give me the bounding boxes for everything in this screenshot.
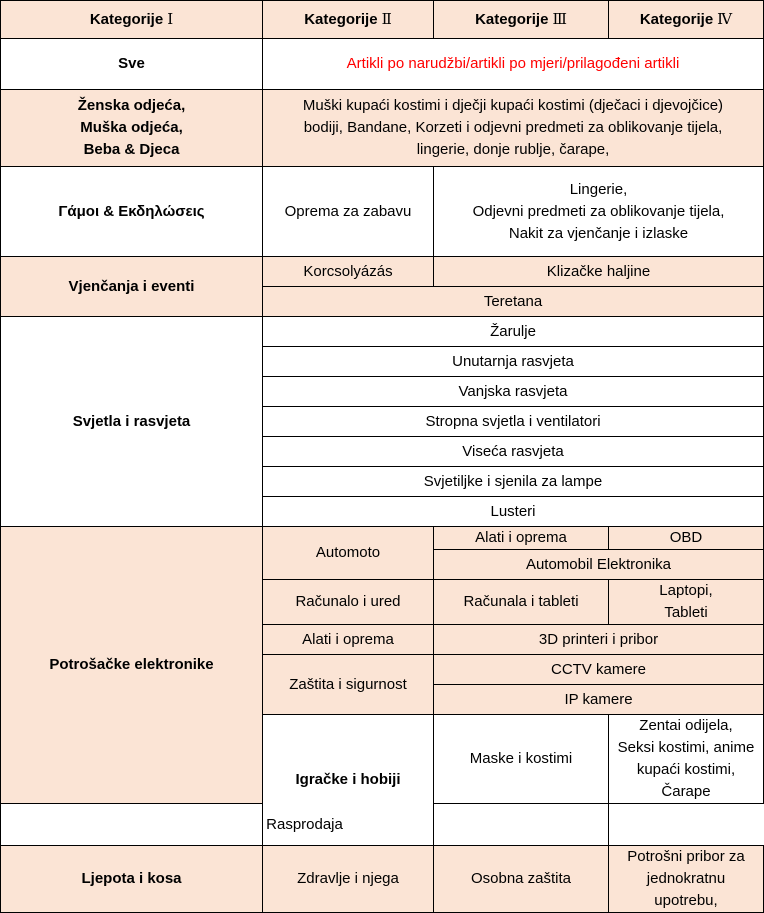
svjetla-item: Unutarnja rasvjeta <box>263 347 764 377</box>
ljepota-sub2: Osobna zaštita <box>434 846 609 913</box>
igracke-rasprodaja: Rasprodaja <box>1 804 609 846</box>
gamos-sub: Oprema za zabavu <box>263 167 434 257</box>
elektronika-ip: IP kamere <box>434 685 764 715</box>
igracke-sub: Maske i kostimi <box>434 715 609 804</box>
svjetla-item: Žarulje <box>263 317 764 347</box>
category-ljepota: Ljepota i kosa <box>1 846 263 913</box>
header-row <box>1 1 764 39</box>
category-gamos: Γάμοι & Εκδηλώσεις <box>1 167 263 257</box>
gamos-items: Lingerie, Odjevni predmeti za oblikovanje tijela, Nakit za vjenčanje i izlaske <box>434 167 764 257</box>
header-label: Kategorije <box>89 11 164 28</box>
ljepota-items: Potrošni pribor za jednokratnu upotrebu, <box>609 846 764 913</box>
roman-numeral: Ⅳ <box>717 10 733 28</box>
category-svjetla: Svjetla i rasvjeta <box>1 317 263 527</box>
category-igracke: Igračke i hobiji <box>263 715 434 846</box>
category-sve: Sve <box>1 39 263 90</box>
igracke-items: Zentai odijela, Seksi kostimi, anime kupaći kostimi, Čarape <box>609 715 764 804</box>
header-label: Kategorije <box>475 11 549 28</box>
vjencanja-sub: Korcsolyázás <box>263 257 434 287</box>
roman-numeral: Ⅱ <box>381 10 392 28</box>
svjetla-item: Svjetiljke i sjenila za lampe <box>263 467 764 497</box>
svjetla-item: Lusteri <box>263 497 764 527</box>
elektronika-zastita: Zaštita i sigurnost <box>263 655 434 715</box>
elektronika-laptopi: Laptopi, Tableti <box>609 580 764 625</box>
row-vjencanja <box>1 257 764 287</box>
svjetla-item: Viseća rasvjeta <box>263 437 764 467</box>
row-svjetla <box>1 317 764 347</box>
elektronika-racunalo: Računalo i ured <box>263 580 434 625</box>
category-elektronika: Potrošačke elektronike <box>1 527 263 804</box>
row-odjeca <box>1 90 764 167</box>
elektronika-racunala-tableti: Računala i tableti <box>434 580 609 625</box>
elektronika-obd: OBD <box>609 527 764 550</box>
ljepota-sub: Zdravlje i njega <box>263 846 434 913</box>
svjetla-item: Stropna svjetla i ventilatori <box>263 407 764 437</box>
header-label: Kategorije <box>639 11 714 28</box>
odjeca-items: Muški kupaći kostimi i dječji kupaći kostimi (dječaci i djevojčice) bodiji, Bandane, Korzeti i odjevni predmeti za oblikovanje tijela, lingerie, donje rublje, čarape, <box>263 90 764 167</box>
vjencanja-teretana: Teretana <box>263 287 764 317</box>
elektronika-alati-oprema: Alati i oprema <box>434 527 609 550</box>
vjencanja-sub-item: Klizačke haljine <box>434 257 764 287</box>
custom-items-note: Artikli po narudžbi/artikli po mjeri/prilagođeni artikli <box>263 39 764 90</box>
row-ljepota <box>1 846 764 913</box>
header-kategorije-4 <box>609 1 764 39</box>
svjetla-item: Vanjska rasvjeta <box>263 377 764 407</box>
roman-numeral: Ⅰ <box>167 10 174 28</box>
elektronika-automoto: Automoto <box>263 527 434 580</box>
header-kategorije-2 <box>263 1 434 39</box>
row-sve <box>1 39 764 90</box>
header-label: Kategorije <box>304 11 378 28</box>
header-kategorije-1 <box>1 1 263 39</box>
row-elektronika <box>1 527 764 550</box>
roman-numeral: Ⅲ <box>552 10 567 28</box>
category-odjeca: Ženska odjeća, Muška odjeća, Beba & Djeca <box>1 90 263 167</box>
elektronika-auto-el: Automobil Elektronika <box>434 550 764 580</box>
elektronika-printeri: 3D printeri i pribor <box>434 625 764 655</box>
category-vjencanja: Vjenčanja i eventi <box>1 257 263 317</box>
row-gamos <box>1 167 764 257</box>
row-igracke-2 <box>1 804 764 846</box>
header-kategorije-3 <box>434 1 609 39</box>
elektronika-cctv: CCTV kamere <box>434 655 764 685</box>
elektronika-alati: Alati i oprema <box>263 625 434 655</box>
